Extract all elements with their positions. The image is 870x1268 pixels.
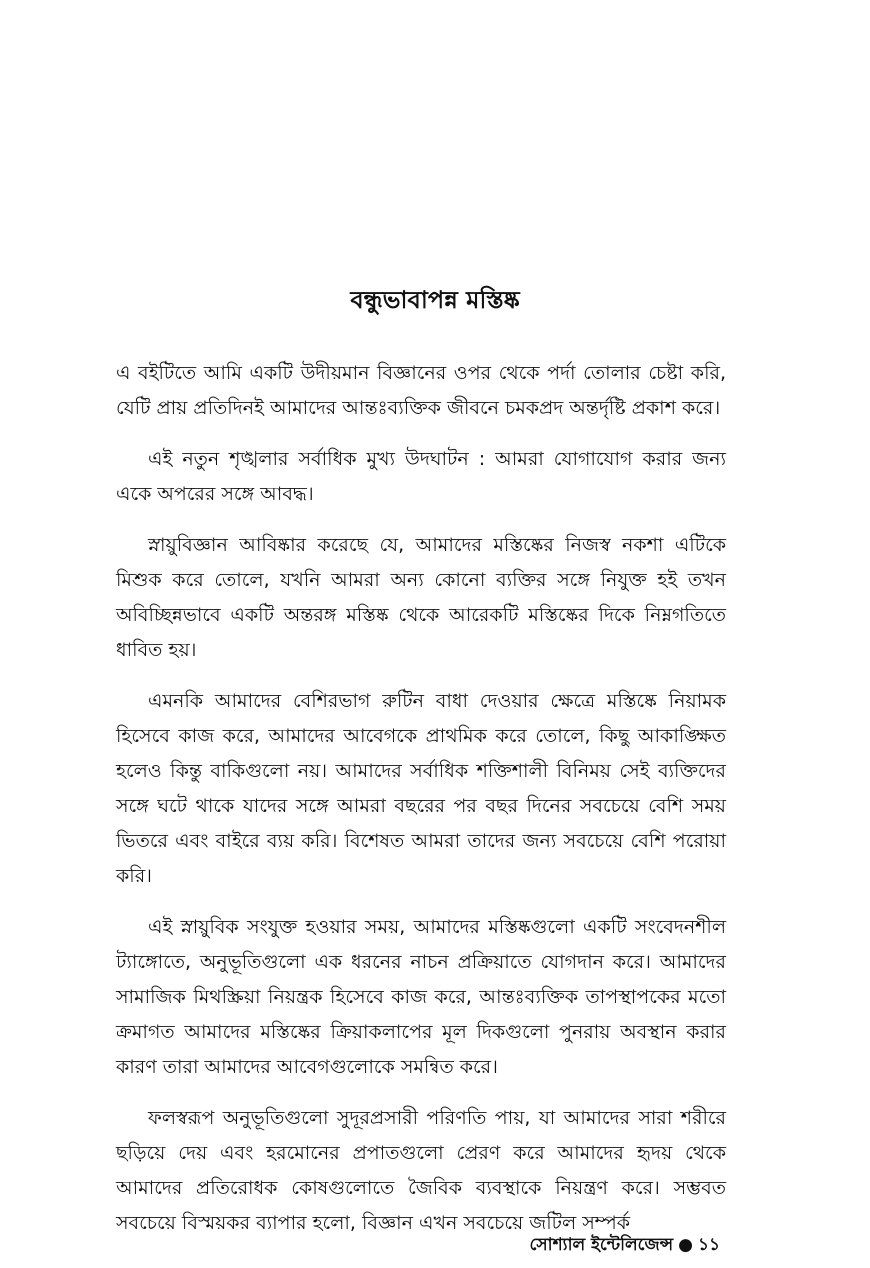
chapter-title: বন্ধুভাবাপন্ন মস্তিষ্ক [350, 286, 520, 314]
footer-bullet-separator: ● [678, 1235, 693, 1255]
paragraph-6: ফলস্বরূপ অনুভূতিগুলো সুদূরপ্রসারী পরিণতি পায়, যা আমাদের সারা শরীরে ছড়িয়ে দেয় এবং হরমোনের প্রপাতগুলো প্রেরণ করে আমাদের হৃদয় থেকে আমাদের প্রতিরোধক কোষগুলোতে জৈবিক ব্যবস্থাকে নিয়ন্ত্রণ করে। সম্ভবত সবচেয়ে বিস্ময়কর ব্যাপার হলো, বিজ্ঞান এখন সবচেয়ে জটিল সম্পর্ক [116, 1107, 726, 1234]
paragraph-2: এই নতুন শৃঙ্খলার সর্বাধিক মুখ্য উদঘাটন : আমরা যোগাযোগ করার জন্য একে অপরের সঙ্গে আবদ্ধ। [116, 448, 726, 505]
running-book-title: সোশ্যাল ইন্টেলিজেন্স [529, 1235, 674, 1255]
page-number: ১১ [697, 1235, 720, 1255]
paragraph-4: এমনকি আমাদের বেশিরভাগ রুটিন বাধা দেওয়ার ক্ষেত্রে মস্তিষ্কে নিয়ামক হিসেবে কাজ করে, আমাদের আবেগকে প্রাথমিক করে তোলে, কিছু আকাঙ্ক্ষিত হলেও কিন্তু বাকিগুলো নয়। আমাদের সর্বাধিক শক্তিশালী বিনিময় সেই ব্যক্তিদের সঙ্গে ঘটে থাকে যাদের সঙ্গে আমরা বছরের পর বছর দিনের সবচেয়ে বেশি সময় ভিতরে এবং বাইরে ব্যয় করি। বিশেষত আমরা তাদের জন্য সবচেয়ে বেশি পরোয়া করি। [116, 690, 726, 887]
paragraph-3: স্নায়ুবিজ্ঞান আবিষ্কার করেছে যে, আমাদের মস্তিষ্কের নিজস্ব নকশা এটিকে মিশুক করে তোলে, যখনি আমরা অন্য কোনো ব্যক্তির সঙ্গে নিযুক্ত হই তখন অবিচ্ছিন্নভাবে একটি অন্তরঙ্গ মস্তিষ্ক থেকে আরেকটি মস্তিষ্কের দিকে নিম্নগতিতে ধাবিত হয়। [116, 534, 726, 661]
paragraph-1: এ বইটিতে আমি একটি উদীয়মান বিজ্ঞানের ওপর থেকে পর্দা তোলার চেষ্টা করি, যেটি প্রায় প্রতিদিনই আমাদের আন্তঃব্যক্তিক জীবনে চমকপ্রদ অন্তর্দৃষ্টি প্রকাশ করে। [116, 362, 726, 419]
paragraph-5: এই স্নায়ুবিক সংযুক্ত হওয়ার সময়, আমাদের মস্তিষ্কগুলো একটি সংবেদনশীল ট্যাঙ্গোতে, অনুভূতিগুলো এক ধরনের নাচন প্রক্রিয়াতে যোগদান করে। আমাদের সামাজিক মিথস্ক্রিয়া নিয়ন্ত্রক হিসেবে কাজ করে, আন্তঃব্যক্তিক তাপস্থাপকের মতো ক্রমাগত আমাদের মস্তিষ্কের ক্রিয়াকলাপের মূল দিকগুলো পুনরায় অবস্থান করার কারণ তারা আমাদের আবেগগুলোকে সমন্বিত করে। [116, 916, 726, 1078]
page-footer [530, 1234, 720, 1256]
body-text [116, 356, 726, 1257]
